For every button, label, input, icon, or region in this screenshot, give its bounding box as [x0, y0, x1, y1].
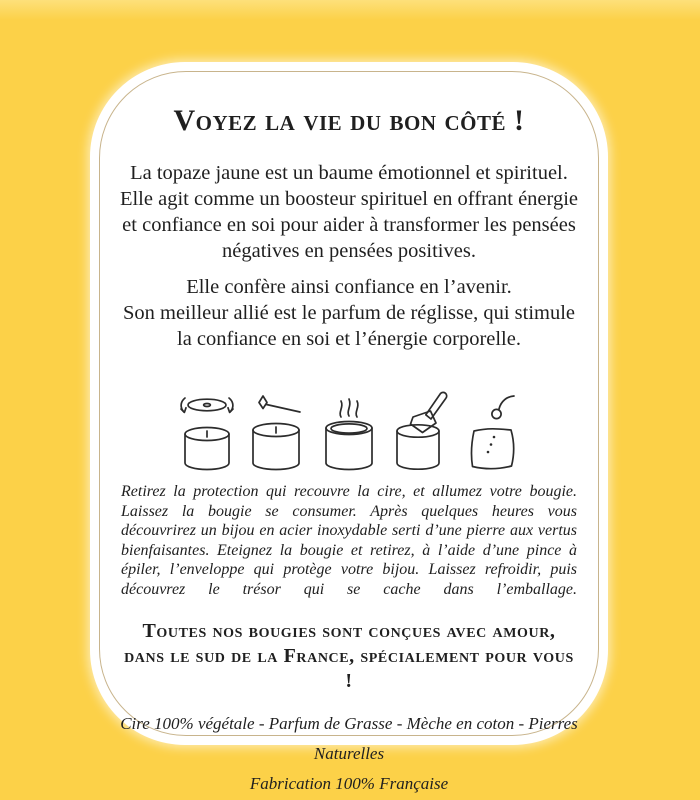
burning-candle-icon	[317, 390, 381, 476]
benefit-line: Elle confère ainsi confiance en l’avenir.	[186, 276, 512, 298]
ingredients-line: Cire 100% végétale - Parfum de Grasse - Mèche en coton - Pierres Naturelles	[120, 714, 578, 763]
benefit-line: Son meilleur allié est le parfum de réglisse, qui stimule	[122, 302, 576, 324]
fabrication-line: Fabrication 100% Française	[249, 774, 449, 793]
label-content	[90, 62, 608, 793]
intro-line: La topaze jaune est un baume émotionnel et spirituel.	[130, 162, 568, 184]
intro-line: et confiance en soi pour aider à transformer les pensées	[122, 214, 576, 236]
intro-line: Elle agit comme un boosteur spirituel en offrant énergie	[119, 188, 579, 210]
composition-footnote	[118, 709, 580, 799]
light-candle-icon	[246, 390, 310, 476]
made-with-love-statement	[118, 619, 580, 694]
intro-paragraph	[118, 160, 580, 264]
jewel-packet-icon	[459, 390, 523, 476]
amour-line: Toutes nos bougies sont conçues avec amour,	[142, 620, 556, 642]
intro-line: négatives en pensées positives.	[222, 240, 476, 262]
amour-line: dans le sud de la France, spécialement pour vous !	[124, 645, 574, 692]
scoop-wax-candle-icon	[388, 390, 452, 476]
page-title: Voyez la vie du bon côté !	[173, 104, 525, 137]
product-label-card	[90, 62, 608, 793]
usage-instructions: Retirez la protection qui recouvre la cire, et allumez votre bougie. Laissez la bougie se consumer. Après quelques heures vous découvrirez un bijou en acier inoxydable serti d’une pierre aux vertus bienfaisantes. Eteignez la bougie et retirez, à l’aide d’une pince à épiler, l’enveloppe qui protège votre bijou. Laissez refroidir, puis découvrez le trésor qui se cache dans l’emballage.	[121, 483, 577, 598]
remove-lid-candle-icon	[175, 390, 239, 476]
benefit-line: la confiance en soi et l’énergie corporelle.	[177, 328, 521, 350]
benefit-paragraph	[118, 274, 580, 352]
usage-steps-icons	[118, 388, 580, 476]
